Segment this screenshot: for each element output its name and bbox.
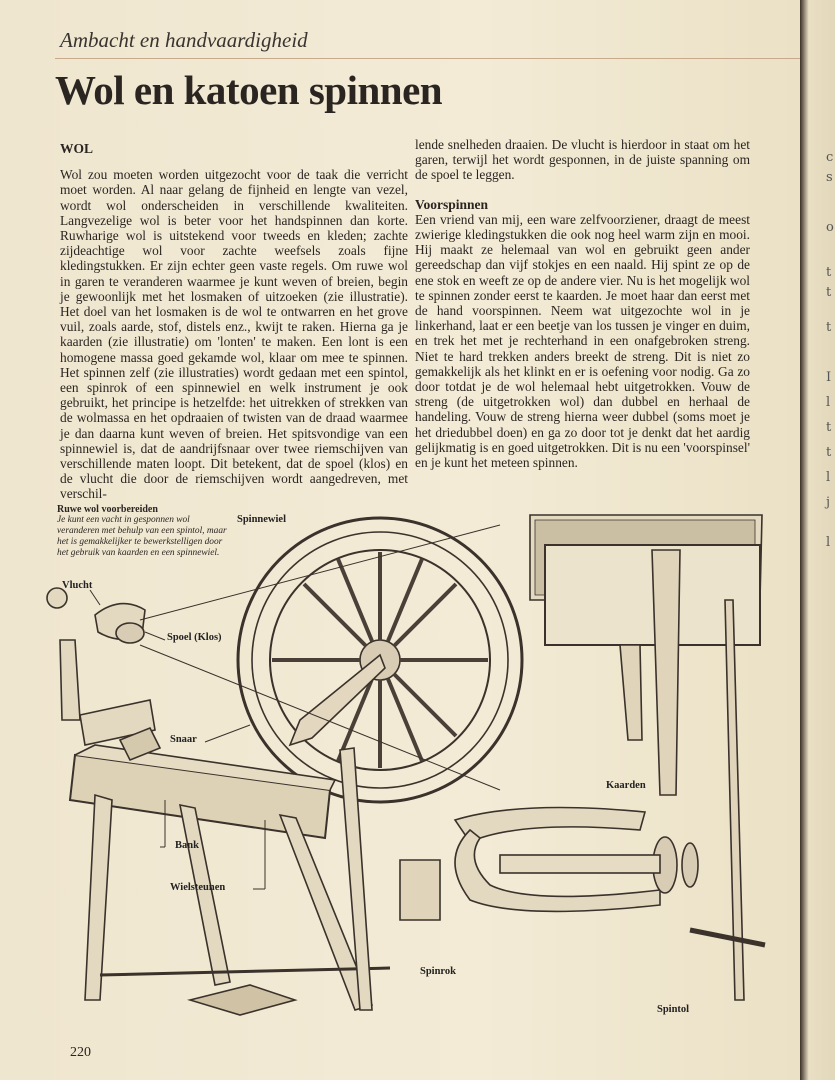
carders-drawing xyxy=(530,515,765,1000)
edge-letter: j xyxy=(826,495,831,510)
spinning-wheel-drawing xyxy=(47,518,522,1015)
label-spoel: Spoel (Klos) xyxy=(167,632,222,643)
edge-letter: c xyxy=(826,150,834,165)
label-spinrok: Spinrok xyxy=(420,966,456,977)
section-heading: Ambacht en handvaardigheid xyxy=(60,28,308,52)
paragraph-wol: Wol zou moeten worden uitgezocht voor de taak die verricht moet worden. Al naar gelang de fijnheid en lengte van vezel, wordt wol onderscheiden in verschillende kwaliteiten. Langvezelige wol is beter voor het handspinnen dan korte. Ruwharige wol is uitstekend voor tweeds en kleden; zachte zijdeachtige wol voor zachte weefsels zoals fijne kledingstukken. Er zijn echter geen vaste regels. Om ruwe wol in garen te veranderen waarmee je kunt weven of breien, begin je gewoonlijk met het losmaken of uitzoeken (zie illustratie). Het doel van het losmaken is de wol te ontwarren en het grove vuil, zoals aarde, stof, distels enz., kwijt te raken. Hierna ga je kaarden (zie illustratie) om 'lonten' te maken. Een lont is een homogene massa goed gekamde wol, klaar om mee te spinnen. Het spinnen zelf (zie illustraties) wordt gedaan met een spintol, een spinrok of een spinnewiel en welk instrument je ook gebruikt, het principe is hetzelfde: het uitrekken of strekken van de wolmassa en het opdraaien of twisten van de draad waarmee je dan daarna kunt weven of breien. Het spitsvondige van een spinnewiel is, dat de aandrijfsnaar over twee riemschijven van verschillende maten loopt. Dit betekent, dat de spoel (klos) en de vlucht die door de riemschijven wordt aangedreven, met verschil- xyxy=(60,167,408,502)
edge-letter: s xyxy=(826,170,833,185)
edge-letter: t xyxy=(826,320,832,335)
edge-letter: l xyxy=(826,395,831,410)
caption-text: Je kunt een vacht in gesponnen wol veranderen met behulp van een spintol, maar het is gemakkelijker te bewerkstelligen door het gebruik van kaarden en een spinnewiel. xyxy=(57,515,227,558)
next-page-edge xyxy=(800,0,835,1080)
label-kaarden: Kaarden xyxy=(606,780,646,791)
label-snaar: Snaar xyxy=(170,734,197,745)
edge-letter: l xyxy=(826,535,831,550)
label-vlucht: Vlucht xyxy=(62,580,93,591)
subheading-wol: WOL xyxy=(60,141,94,156)
page-number: 220 xyxy=(70,1045,91,1060)
label-spintol: Spintol xyxy=(657,1004,690,1015)
paragraph-voorspinnen: Een vriend van mij, een ware zelfvoorziener, draagt de meest zwierige kledingstukken die ook nog heel warm zijn en mooi. Hij maakt ze helemaal van wol en gebruikt geen ander gereedschap dan vijf stokjes en een naald. Hij spint ze op de ene stok en weeft ze op de andere vier. Nu is het mogelijk wol te spinnen zonder eerst te kaarden. Je moet haar dan eerst met de hand voorspinnen. Neem wat uitgezochte wol in je linkerhand, laat er een beetje van los tussen je vinger en duim, en trek het met je rechterhand in een onafgebroken streng. Niet te hard trekken anders breekt de streng. Dit is niet zo gemakkelijk als het klinkt en er is oefening voor nodig. Ga zo door totdat je de wol helemaal hebt uitgetrokken. Vouw de streng (de uitgetrokken wol) dan dubbel en herhaal de handeling. Vouw de streng hierna weer dubbel (soms moet je het driedubbel doen) en ga zo door tot je denkt dat het aardig gelijkmatig is en goed uitgetrokken. Dit is nu een 'voorspinsel' en je kunt het meteen spinnen. xyxy=(415,211,750,471)
edge-letter: I xyxy=(826,370,832,385)
paragraph-continued: lende snelheden draaien. De vlucht is hierdoor in staat om het garen, terwijl het wordt gesponnen, in de juiste spanning om de spoel te leggen. xyxy=(415,137,750,183)
edge-letter: l xyxy=(826,470,831,485)
edge-letter: o xyxy=(826,220,834,235)
label-spinnewiel: Spinnewiel xyxy=(237,514,287,525)
edge-letter: t xyxy=(826,285,832,300)
caption-title: Ruwe wol voorbereiden xyxy=(57,504,158,515)
spinrok-drawing xyxy=(400,808,698,921)
page-title: Wol en katoen spinnen xyxy=(55,67,443,113)
label-bank: Bank xyxy=(175,840,199,851)
label-wielsteunen: Wielsteunen xyxy=(170,882,226,893)
edge-letter: t xyxy=(826,265,832,280)
edge-letter: t xyxy=(826,445,832,460)
subheading-voorspinnen: Voorspinnen xyxy=(415,196,489,212)
edge-letter: t xyxy=(826,420,832,435)
